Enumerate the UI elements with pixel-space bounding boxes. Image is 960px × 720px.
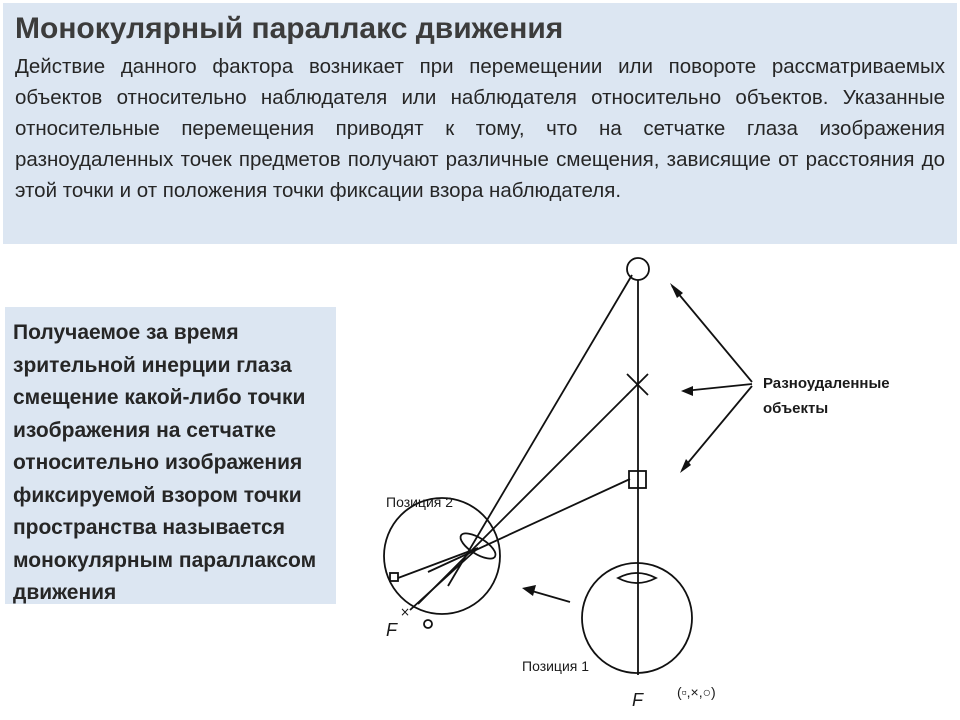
position2-label: Позиция 2 <box>386 494 454 510</box>
objects-label-line1: Разноудаленные <box>763 375 890 392</box>
pointer-arrow-bottom <box>682 386 752 470</box>
pointer-arrowhead-middle <box>681 386 693 396</box>
side-note-text: Получаемое за время зрительной инерции глаза смещение какой-либо точки изображения на сетчатке относительно изображения фиксируемой взором точки пространства называется монокулярным параллаксом движения <box>13 321 317 604</box>
fixation-label-bottom: F <box>632 690 643 710</box>
movement-arrowhead <box>522 585 536 596</box>
objects-label-line2: объекты <box>763 400 829 417</box>
pointer-arrow-middle <box>684 384 752 391</box>
fixation-label-left: F <box>386 620 397 640</box>
ray-retina-square <box>398 548 478 578</box>
header-description: Действие данного фактора возникает при перемещении или повороте рассматриваемых объектов относительно наблюдателя или наблюдателя относительно объектов. Указанные относительные перемещения приводят к тому, что на сетчатке глаза изображения разноудаленных точек предметов получают различные смещения, зависящие от расстояния до этой точки и от положения точки фиксации взора наблюдателя. <box>15 55 945 202</box>
position2-retina-square <box>390 573 398 581</box>
position1-eyeball <box>582 563 692 673</box>
position2-retina-cross: × <box>400 605 411 619</box>
position2-retina-circle <box>424 620 432 628</box>
position2-eyeball <box>384 498 500 614</box>
ray-retina-center <box>410 548 478 610</box>
retina-marks-label: (▫,×,○) <box>677 684 716 700</box>
position1-lens <box>618 573 656 583</box>
page-title: Монокулярный параллакс движения <box>15 12 564 45</box>
ray-to-circle <box>448 275 632 586</box>
position1-label: Позиция 1 <box>522 658 590 674</box>
pointer-arrow-top <box>672 286 752 382</box>
